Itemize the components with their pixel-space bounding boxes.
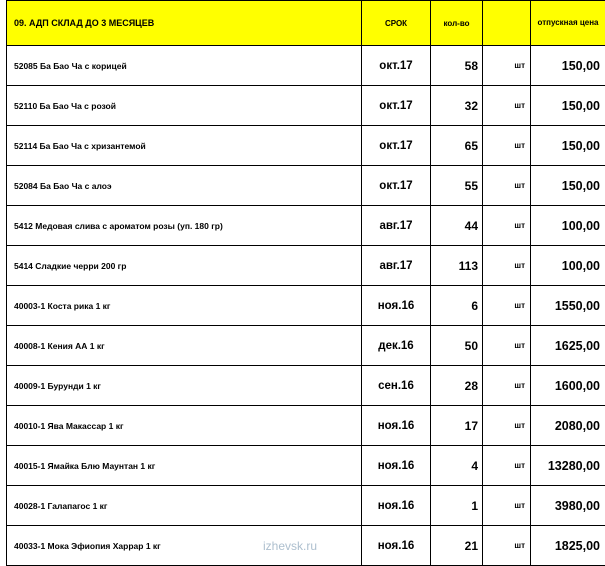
qty-cell: 58 (431, 46, 483, 86)
qty-header: кол-во (431, 1, 483, 46)
product-name-cell: 40008-1 Кения АА 1 кг (7, 326, 362, 366)
product-name-cell: 40015-1 Ямайка Блю Маунтан 1 кг (7, 446, 362, 486)
unit-cell: шт (483, 406, 531, 446)
term-cell: окт.17 (362, 166, 431, 206)
product-name-cell: 40033-1 Мока Эфиопия Харрар 1 кг (7, 526, 362, 566)
price-cell: 150,00 (531, 166, 605, 206)
term-cell: ноя.16 (362, 446, 431, 486)
qty-cell: 21 (431, 526, 483, 566)
term-cell: ноя.16 (362, 486, 431, 526)
term-cell: авг.17 (362, 246, 431, 286)
unit-cell: шт (483, 46, 531, 86)
product-name-cell: 52085 Ба Бао Ча с корицей (7, 46, 362, 86)
table-row (7, 366, 605, 406)
unit-cell: шт (483, 366, 531, 406)
term-header: СРОК (362, 1, 431, 46)
price-cell: 3980,00 (531, 486, 605, 526)
price-cell: 2080,00 (531, 406, 605, 446)
unit-cell: шт (483, 86, 531, 126)
price-cell: 1625,00 (531, 326, 605, 366)
unit-cell: шт (483, 446, 531, 486)
table-row (7, 166, 605, 206)
product-name-cell: 5412 Медовая слива с ароматом розы (уп. 180 гр) (7, 206, 362, 246)
price-cell: 100,00 (531, 206, 605, 246)
unit-cell: шт (483, 526, 531, 566)
table-row (7, 206, 605, 246)
product-name-cell: 40028-1 Галапагос 1 кг (7, 486, 362, 526)
table-row (7, 446, 605, 486)
table-body (7, 46, 605, 566)
qty-cell: 32 (431, 86, 483, 126)
unit-cell: шт (483, 166, 531, 206)
price-cell: 100,00 (531, 246, 605, 286)
product-name-cell: 40003-1 Коста рика 1 кг (7, 286, 362, 326)
term-cell: сен.16 (362, 366, 431, 406)
price-cell: 150,00 (531, 46, 605, 86)
term-cell: окт.17 (362, 46, 431, 86)
price-header: отпускная цена (531, 1, 605, 46)
product-name-cell: 52114 Ба Бао Ча с хризантемой (7, 126, 362, 166)
table-row (7, 486, 605, 526)
qty-cell: 50 (431, 326, 483, 366)
term-cell: дек.16 (362, 326, 431, 366)
qty-cell: 1 (431, 486, 483, 526)
product-name-cell: 52084 Ба Бао Ча с алоэ (7, 166, 362, 206)
price-cell: 1825,00 (531, 526, 605, 566)
unit-cell: шт (483, 246, 531, 286)
table-row (7, 86, 605, 126)
price-cell: 1600,00 (531, 366, 605, 406)
product-name-cell: 40009-1 Бурунди 1 кг (7, 366, 362, 406)
table-row (7, 46, 605, 86)
unit-cell: шт (483, 486, 531, 526)
product-name-cell: 52110 Ба Бао Ча с розой (7, 86, 362, 126)
section-title: 09. АДП СКЛАД ДО 3 МЕСЯЦЕВ (7, 1, 362, 46)
qty-cell: 113 (431, 246, 483, 286)
price-table (6, 0, 605, 566)
table-row (7, 406, 605, 446)
unit-cell: шт (483, 206, 531, 246)
price-sheet (6, 0, 605, 566)
qty-cell: 44 (431, 206, 483, 246)
unit-cell: шт (483, 326, 531, 366)
unit-header (483, 1, 531, 46)
price-cell: 13280,00 (531, 446, 605, 486)
header-row (7, 1, 605, 46)
table-row (7, 326, 605, 366)
term-cell: авг.17 (362, 206, 431, 246)
qty-cell: 28 (431, 366, 483, 406)
term-cell: ноя.16 (362, 286, 431, 326)
term-cell: ноя.16 (362, 406, 431, 446)
price-cell: 150,00 (531, 126, 605, 166)
qty-cell: 17 (431, 406, 483, 446)
term-cell: ноя.16 (362, 526, 431, 566)
qty-cell: 55 (431, 166, 483, 206)
price-cell: 1550,00 (531, 286, 605, 326)
table-row (7, 126, 605, 166)
table-row (7, 246, 605, 286)
qty-cell: 4 (431, 446, 483, 486)
qty-cell: 6 (431, 286, 483, 326)
product-name-cell: 40010-1 Ява Макассар 1 кг (7, 406, 362, 446)
unit-cell: шт (483, 286, 531, 326)
qty-cell: 65 (431, 126, 483, 166)
term-cell: окт.17 (362, 86, 431, 126)
unit-cell: шт (483, 126, 531, 166)
term-cell: окт.17 (362, 126, 431, 166)
table-row (7, 286, 605, 326)
price-cell: 150,00 (531, 86, 605, 126)
product-name-cell: 5414 Сладкие черри 200 гр (7, 246, 362, 286)
watermark: izhevsk.ru (263, 539, 317, 553)
